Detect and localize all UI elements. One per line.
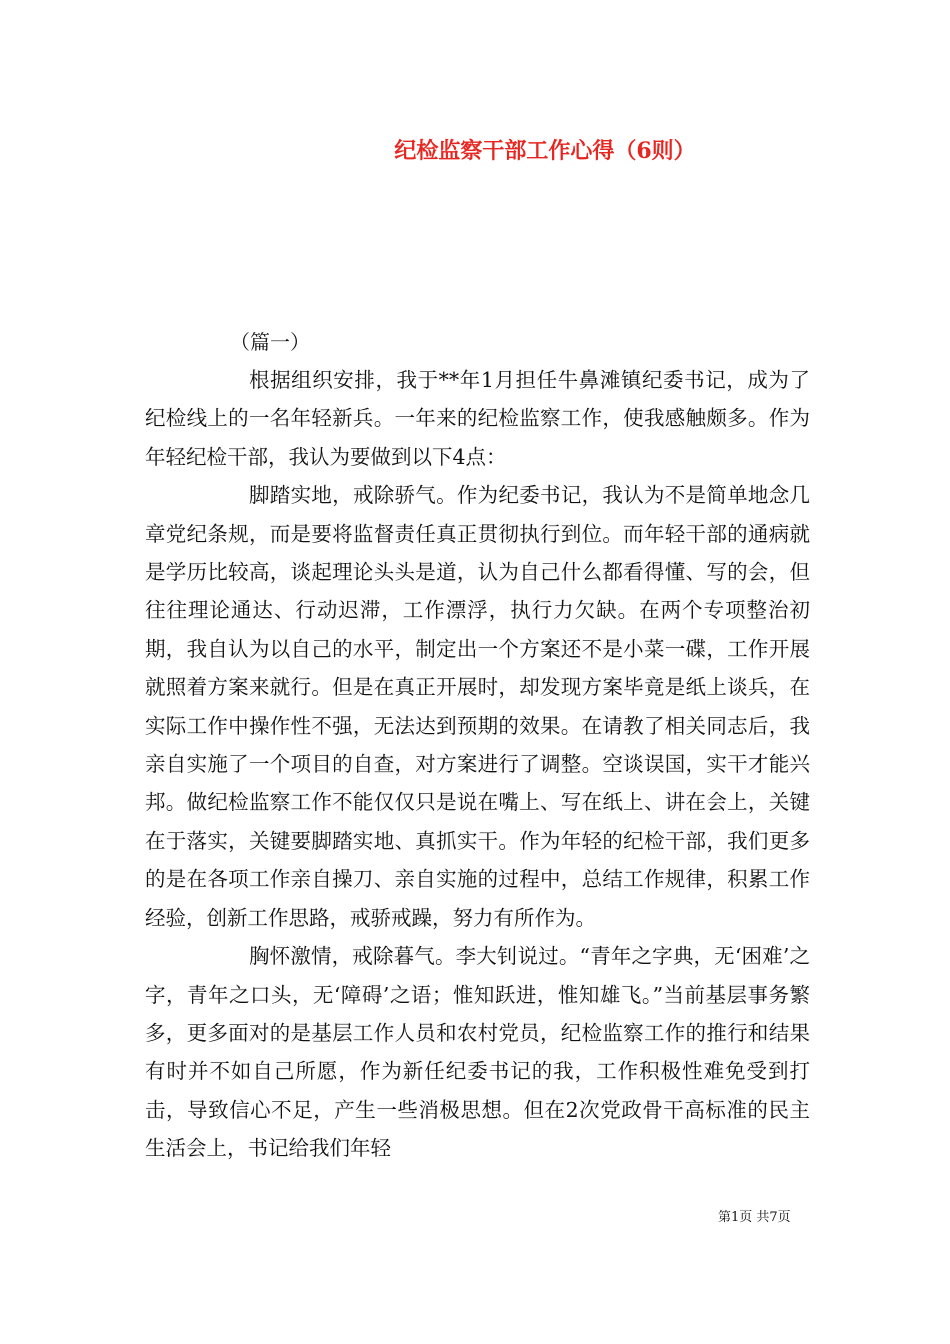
paragraph-intro: 根据组织安排，我于**年1月担任牛鼻滩镇纪委书记，成为了纪检线上的一名年轻新兵。一年来的纪检监察工作，使我感触颇多。作为年轻纪检干部，我认为要做到以下4点： [145,368,810,469]
section-label: （篇一） [230,330,310,354]
paragraph-point-2: 胸怀激情，戒除暮气。李大钊说过。“青年之字典，无‘困难’之字，青年之口头，无‘障碍’之语；惟知跃进，惟知雄飞。”当前基层事务繁多，更多面对的是基层工作人员和农村党员，纪检监察工作的推行和结果有时并不如自己所愿，作为新任纪委书记的我，工作积极性难免受到打击，导致信心不足，产生一些消极思想。但在2次党政骨干高标准的民主生活会上，书记给我们年轻 [145,944,810,1161]
document-body [145,361,810,1168]
paragraph-point-1: 脚踏实地，戒除骄气。作为纪委书记，我认为不是简单地念几章党纪条规，而是要将监督责任真正贯彻执行到位。而年轻干部的通病就是学历比较高，谈起理论头头是道，认为自己什么都看得懂、写的会，但往往理论通达、行动迟滞，工作漂浮，执行力欠缺。在两个专项整治初期，我自认为以自己的水平，制定出一个方案还不是小菜一碟，工作开展就照着方案来就行。但是在真正开展时，却发现方案毕竟是纸上谈兵，在实际工作中操作性不强，无法达到预期的效果。在请教了相关同志后，我亲自实施了一个项目的自查，对方案进行了调整。空谈误国，实干才能兴邦。做纪检监察工作不能仅仅只是说在嘴上、写在纸上、讲在会上，关键在于落实，关键要脚踏实地、真抓实干。作为年轻的纪检干部，我们更多的是在各项工作亲自操刀、亲自实施的过程中，总结工作规律，积累工作经验，创新工作思路，戒骄戒躁，努力有所作为。 [145,483,810,930]
document-title: 纪检监察干部工作心得（6则） [394,138,696,164]
page-number-footer: 第1页 共7页 [718,1210,791,1225]
